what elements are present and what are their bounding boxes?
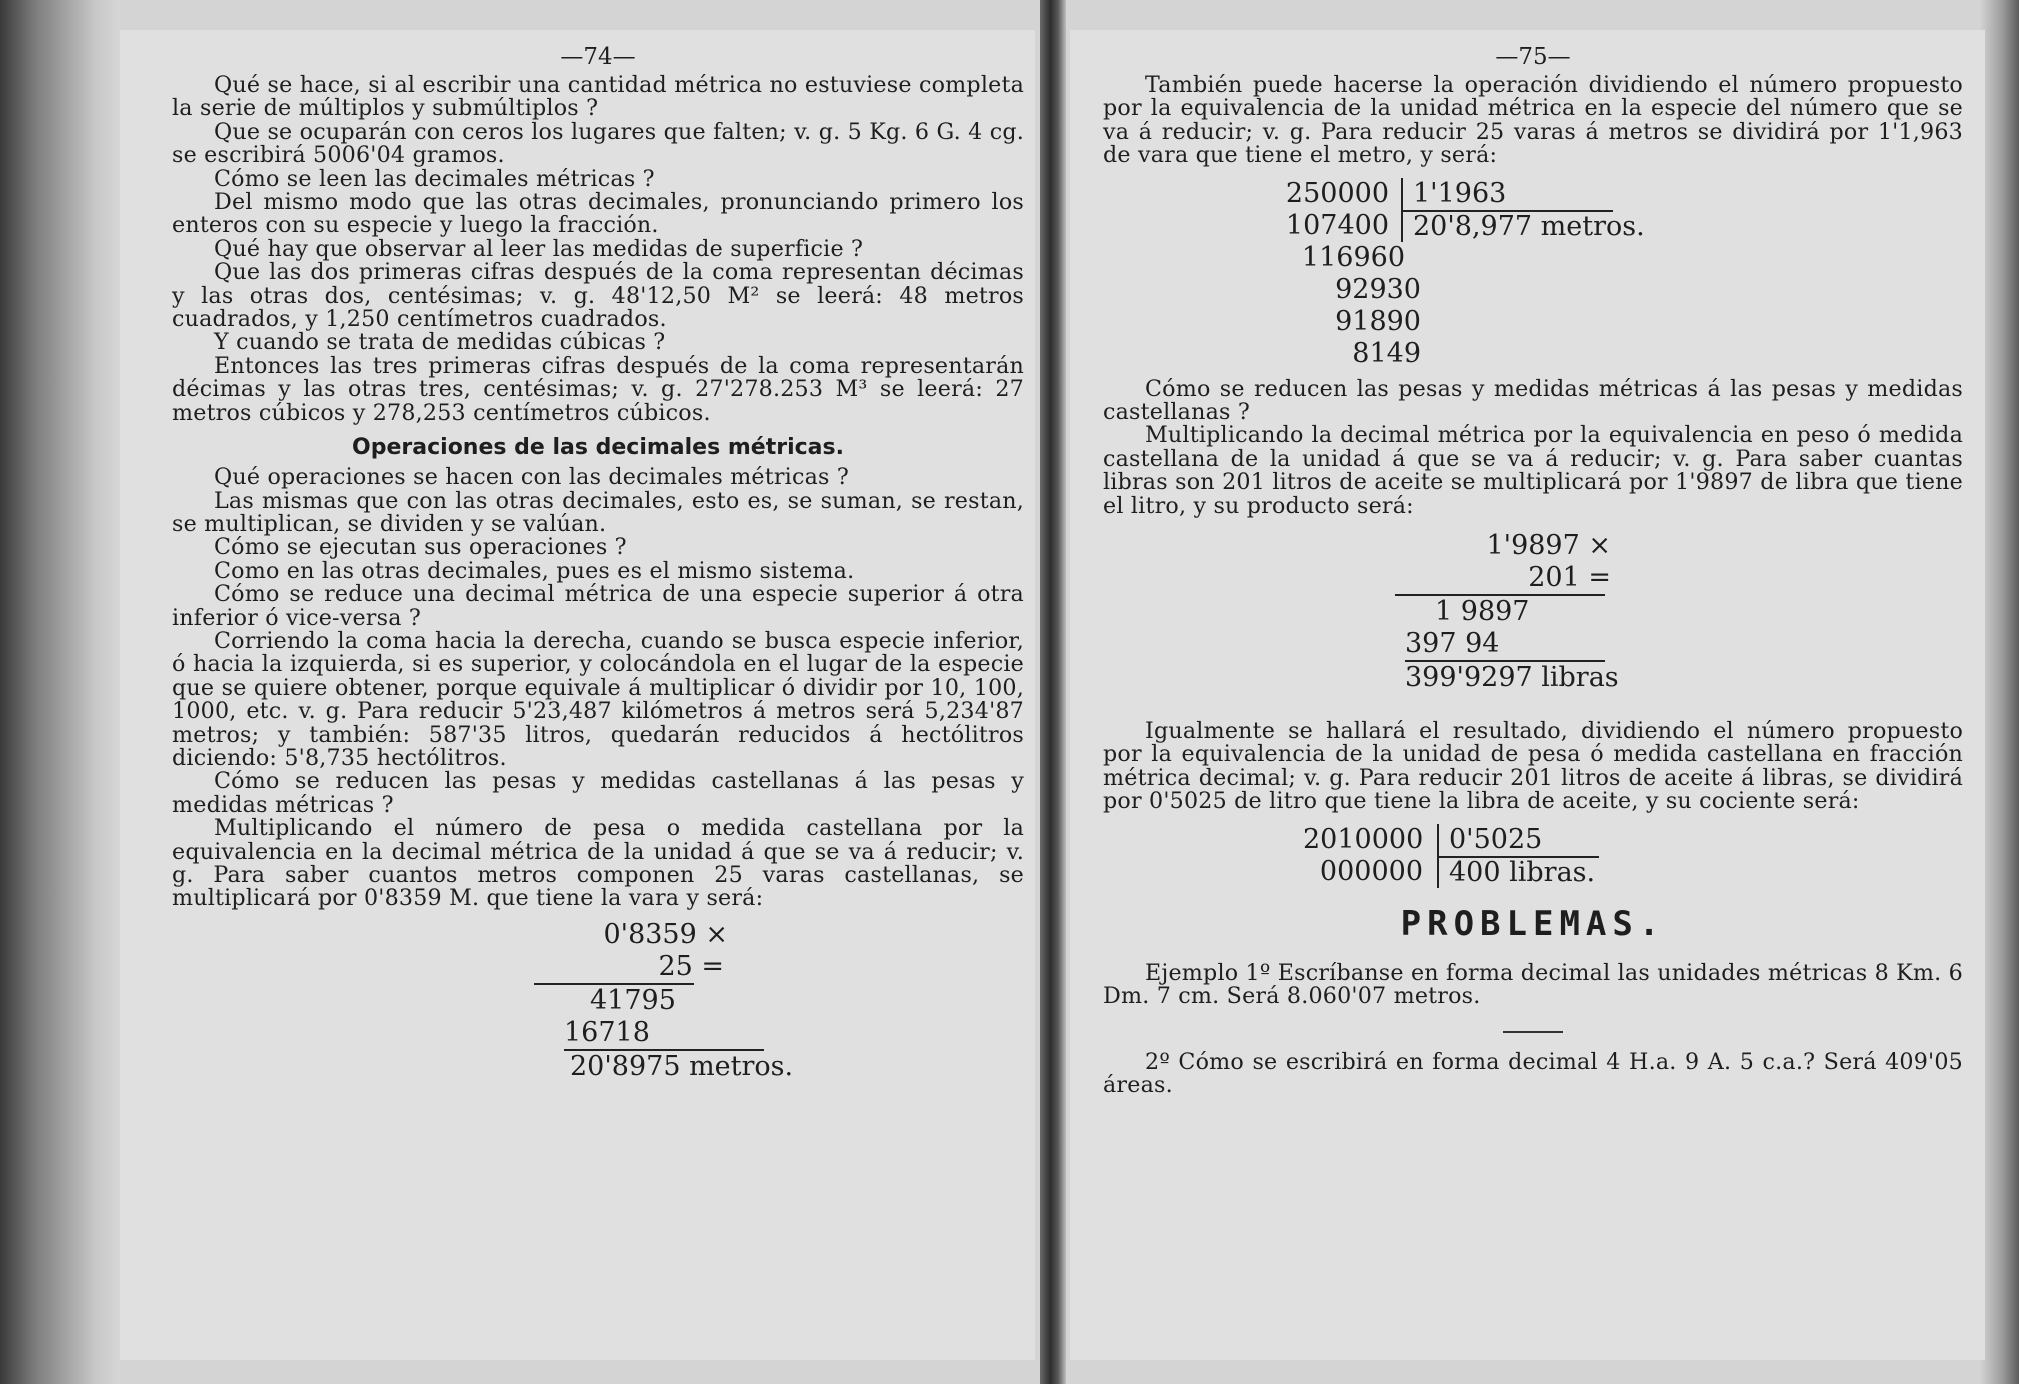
calc-line-multiplicand: 1'9897 ×	[1486, 530, 1611, 562]
answer-castilian-to-metric: Multiplicando el número de pesa o medida castellana por la equivalencia en la decimal métrica de la unidad á que se va á reducir; v. g. Para saber cuantos metros componen 25 varas castellanas, se multiplicará por 0'8359 M. que tiene la vara y será:	[172, 815, 1024, 912]
calc-line-partial-1: 1 9897	[1435, 596, 1530, 628]
division-varas	[1279, 178, 1963, 378]
problems-title: PROBLEMAS.	[1400, 903, 1666, 944]
calc-line-partial-2: 16718	[564, 1016, 650, 1048]
division-libras	[1303, 824, 1963, 894]
separator-rule	[1503, 1031, 1563, 1033]
answer-zeros: Que se ocuparán con ceros los lugares que falten; v. g. 5 Kg. 6 G. 4 cg. se escribirá 5006'04 gramos.	[172, 118, 1024, 169]
answer-reduce: Corriendo la coma hacia la derecha, cuando se busca especie inferior, ó hacia la izquierda, si es superior, y colocándola en el lugar de la especie que se quiere obtener, porque equivale á multiplicar ó dividir por 10, 100, 1000, etc. v. g. Para reducir 5'23,487 kilómetros á metros será 5,234'87 metros; y también: 587'35 litros, quedarán reducidos á hectólitros diciendo: 5'8,735 hectólitros.	[172, 627, 1024, 771]
paragraph-division-method: También puede hacerse la operación dividiendo el número propuesto por la equivalencia de la unidad métrica en la especie del número que se va á reducir; v. g. Para reducir 25 varas á metros se dividirá por 1'1,963 de vara que tiene el metro, y será:	[1103, 72, 1963, 169]
example-2: 2º Cómo se escribirá en forma decimal 4 H.a. 9 A. 5 c.a.? Será 409'05 áreas.	[1103, 1048, 1963, 1098]
question-castilian-to-metric: Cómo se reducen las pesas y medidas castellanas á las pesas y medidas métricas ?	[172, 768, 1024, 818]
dividend-row: 91890	[1335, 305, 1421, 337]
dividend-row: 116960	[1301, 241, 1405, 273]
divisor: 1'1963	[1413, 177, 1507, 209]
dividend-row: 107400	[1285, 209, 1389, 241]
calc-line-partial-2: 397 94	[1405, 628, 1500, 660]
right-text-column	[1103, 44, 1963, 1097]
quotient: 400 libras.	[1449, 856, 1596, 888]
question-reduce: Cómo se reduce una decimal métrica de una especie superior á otra inferior ó vice-versa ?	[172, 581, 1024, 631]
dividend-column	[1303, 824, 1423, 888]
dividend-column	[1279, 177, 1421, 370]
left-page-edge	[0, 0, 120, 1384]
multiplication-libras	[1365, 530, 1625, 694]
calc-line-multiplier: 201 =	[1528, 562, 1611, 594]
example-1: Ejemplo 1º Escríbanse en forma decimal las unidades métricas 8 Km. 6 Dm. 7 cm. Será 8.060'07 metros.	[1103, 959, 1963, 1010]
book-gutter	[1040, 0, 1066, 1384]
answer-reading: Del mismo modo que las otras decimales, pronunciando primero los enteros con su especie y luego la fracción.	[172, 189, 1024, 239]
question-cubic: Y cuando se trata de medidas cúbicas ?	[214, 329, 666, 356]
question-incomplete-series: Qué se hace, si al escribir una cantidad métrica no estuviese completa la serie de múltiplos y submúltiplos ?	[172, 72, 1024, 122]
left-page-number: —74—	[560, 44, 636, 70]
calc-result: 20'8975 metros.	[570, 1050, 794, 1082]
divisor: 0'5025	[1449, 823, 1543, 855]
question-execute: Cómo se ejecutan sus operaciones ?	[214, 534, 627, 561]
paragraph-division-libras: Igualmente se hallará el resultado, dividiendo el número propuesto por la equivalencia de la unidad de pesa ó medida castellana en fracción métrica decimal; v. g. Para reducir 201 litros de aceite á libras, se dividirá por 0'5025 de litro que tiene la libra de aceite, y su cociente será:	[1103, 718, 1963, 815]
calc-result: 399'9297 libras	[1405, 662, 1619, 694]
right-page	[1070, 30, 1985, 1360]
dividend-row: 2010000	[1303, 823, 1424, 855]
right-page-number: —75—	[1495, 44, 1571, 70]
dividend-row: 8149	[1352, 337, 1421, 369]
answer-operations: Las mismas que con las otras decimales, esto es, se suman, se restan, se multiplican, se dividen y se valúan.	[172, 487, 1024, 537]
multiplication-varas	[524, 918, 794, 1083]
dividend-row: 250000	[1285, 177, 1389, 209]
calc-line-multiplier: 25 =	[658, 950, 724, 982]
answer-execute: Como en las otras decimales, pues es el mismo sistema.	[214, 557, 855, 584]
right-page-edge	[1979, 0, 2019, 1384]
dividend-row: 000000	[1319, 855, 1423, 887]
quotient: 20'8,977 metros.	[1413, 210, 1645, 242]
section-title-operations: Operaciones de las decimales métricas.	[352, 435, 844, 461]
question-metric-to-castilian: Cómo se reducen las pesas y medidas métricas á las pesas y medidas castellanas ?	[1103, 375, 1963, 426]
question-surface: Qué hay que observar al leer las medidas de superficie ?	[214, 235, 864, 262]
answer-cubic: Entonces las tres primeras cifras después de la coma representarán décimas y las otras tres, centésimas; v. g. 27'278.253 M³ se leerá: 27 metros cúbicos y 278,253 centímetros cúbicos.	[172, 352, 1024, 426]
dividend-row: 92930	[1335, 273, 1421, 305]
answer-surface: Que las dos primeras cifras después de la coma representan décimas y las otras dos, centésimas; v. g. 48'12,50 M² se leerá: 48 metros cuadrados, y 1,250 centímetros cuadrados.	[172, 259, 1024, 333]
question-reading: Cómo se leen las decimales métricas ?	[214, 165, 655, 192]
calc-line-multiplicand: 0'8359 ×	[603, 918, 728, 950]
left-text-column	[172, 44, 1024, 1083]
calc-line-partial-1: 41795	[590, 984, 676, 1016]
question-operations: Qué operaciones se hacen con las decimales métricas ?	[214, 464, 849, 491]
left-page	[120, 30, 1035, 1360]
answer-metric-to-castilian: Multiplicando la decimal métrica por la equivalencia en peso ó medida castellana de la unidad á que se va á reducir; v. g. Para saber cuantas libras son 201 litros de aceite se multiplicará por 1'9897 de libra que tiene el litro, y su producto será:	[1103, 422, 1963, 519]
